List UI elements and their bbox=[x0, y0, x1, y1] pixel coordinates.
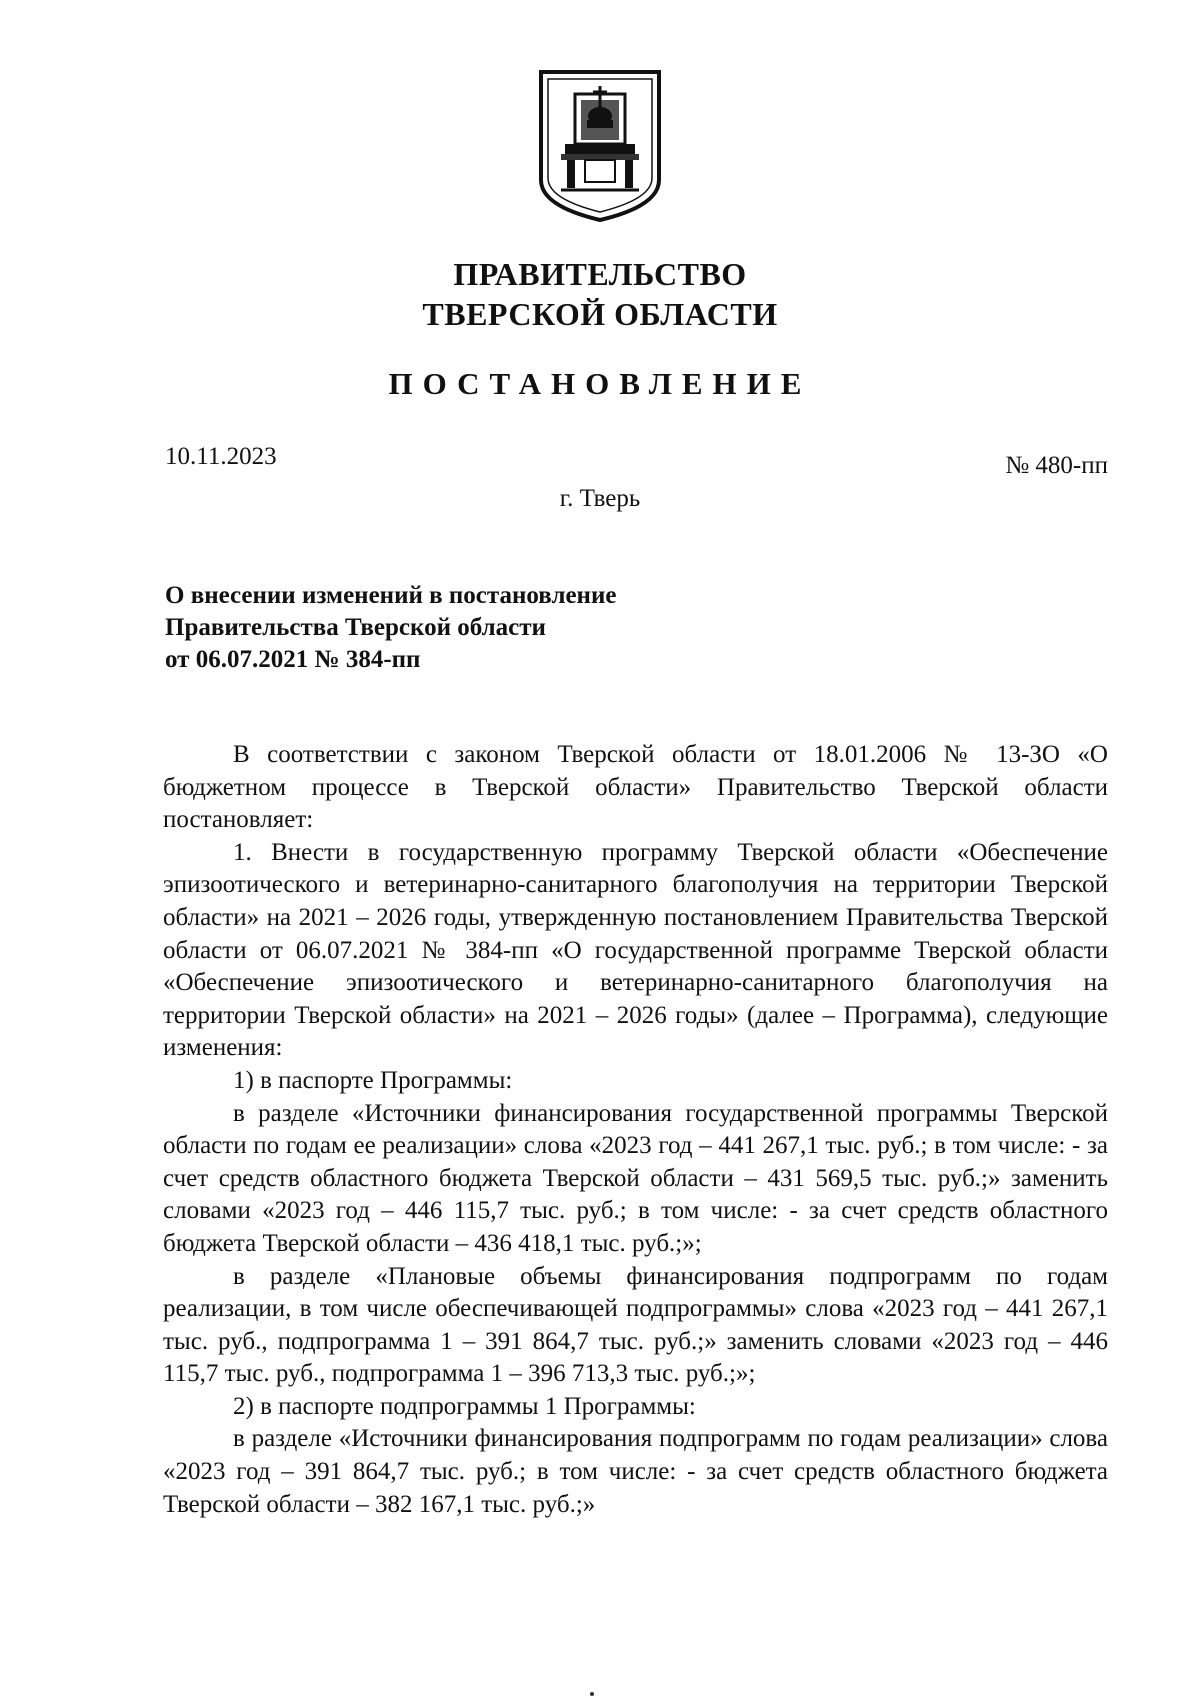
document-city: г. Тверь bbox=[559, 485, 641, 512]
org-name-line2: ТВЕРСКОЙ ОБЛАСТИ bbox=[422, 296, 778, 332]
body-paragraph-sources: в разделе «Источники финансирования государственной программы Тверской области по годам ее реализации» слова «2023 год – 441 267,1 тыс. руб.; в том числе: - за счет средств областного бюджета Тверской области – 431 569,5 тыс. руб.;» заменить словами «2023 год – 446 115,7 тыс. руб.; в том числе: - за счет средств областного бюджета Тверской области – 436 418,1 тыс. руб.;»; bbox=[163, 1099, 1108, 1257]
document-number: № 480-пп bbox=[1005, 452, 1108, 479]
document-subject bbox=[165, 580, 616, 676]
subject-line3: от 06.07.2021 № 384-пп bbox=[165, 646, 421, 673]
body-paragraph-1-1: 1) в паспорте Программы: bbox=[233, 1066, 513, 1094]
subject-line2: Правительства Тверской области bbox=[165, 614, 546, 641]
body-paragraph-1-2: 2) в паспорте подпрограммы 1 Программы: bbox=[233, 1392, 696, 1420]
page-mark bbox=[590, 1692, 594, 1696]
body-paragraph-planned: в разделе «Плановые объемы финансирования подпрограмм по годам реализации, в том числе обеспечивающей подпрограммы» слова «2023 год – 441 267,1 тыс. руб., подпрограмма 1 – 391 864,7 тыс. руб.;» заменить словами «2023 год – 446 115,7 тыс. руб., подпрограмма 1 – 396 713,3 тыс. руб.;»; bbox=[163, 1262, 1108, 1388]
body-paragraph-1: 1. Внести в государственную программу Тверской области «Обеспечение эпизоотического и ветеринарно-санитарного благополучия на территории Тверской области» на 2021 – 2026 годы, утвержденную постановлением Правительства Тверской области от 06.07.2021 № 384-пп «О государственной программе Тверской области «Обеспечение эпизоотического и ветеринарно-санитарного благополучия на территории Тверской области» на 2021 – 2026 годы» (далее – Программа), следующие изменения: bbox=[163, 838, 1108, 1062]
body-paragraph-subprogram-sources: в разделе «Источники финансирования подпрограмм по годам реализации» слова «2023 год – 391 864,7 тыс. руб.; в том числе: - за счет средств областного бюджета Тверской области – 382 167,1 тыс. руб.;» bbox=[163, 1425, 1108, 1518]
document-body bbox=[163, 739, 1108, 1521]
org-name-line1: ПРАВИТЕЛЬСТВО bbox=[453, 256, 747, 292]
body-paragraph-preamble: В соответствии с законом Тверской области от 18.01.2006 № 13-ЗО «О бюджетном процессе в Тверской области» Правительство Тверской области постановляет: bbox=[163, 741, 1108, 834]
subject-line1: О внесении изменений в постановление bbox=[165, 582, 617, 609]
document-date: 10.11.2023 bbox=[165, 443, 277, 470]
coat-of-arms-icon bbox=[537, 68, 663, 224]
document-type: ПОСТАНОВЛЕНИЕ bbox=[388, 366, 812, 401]
